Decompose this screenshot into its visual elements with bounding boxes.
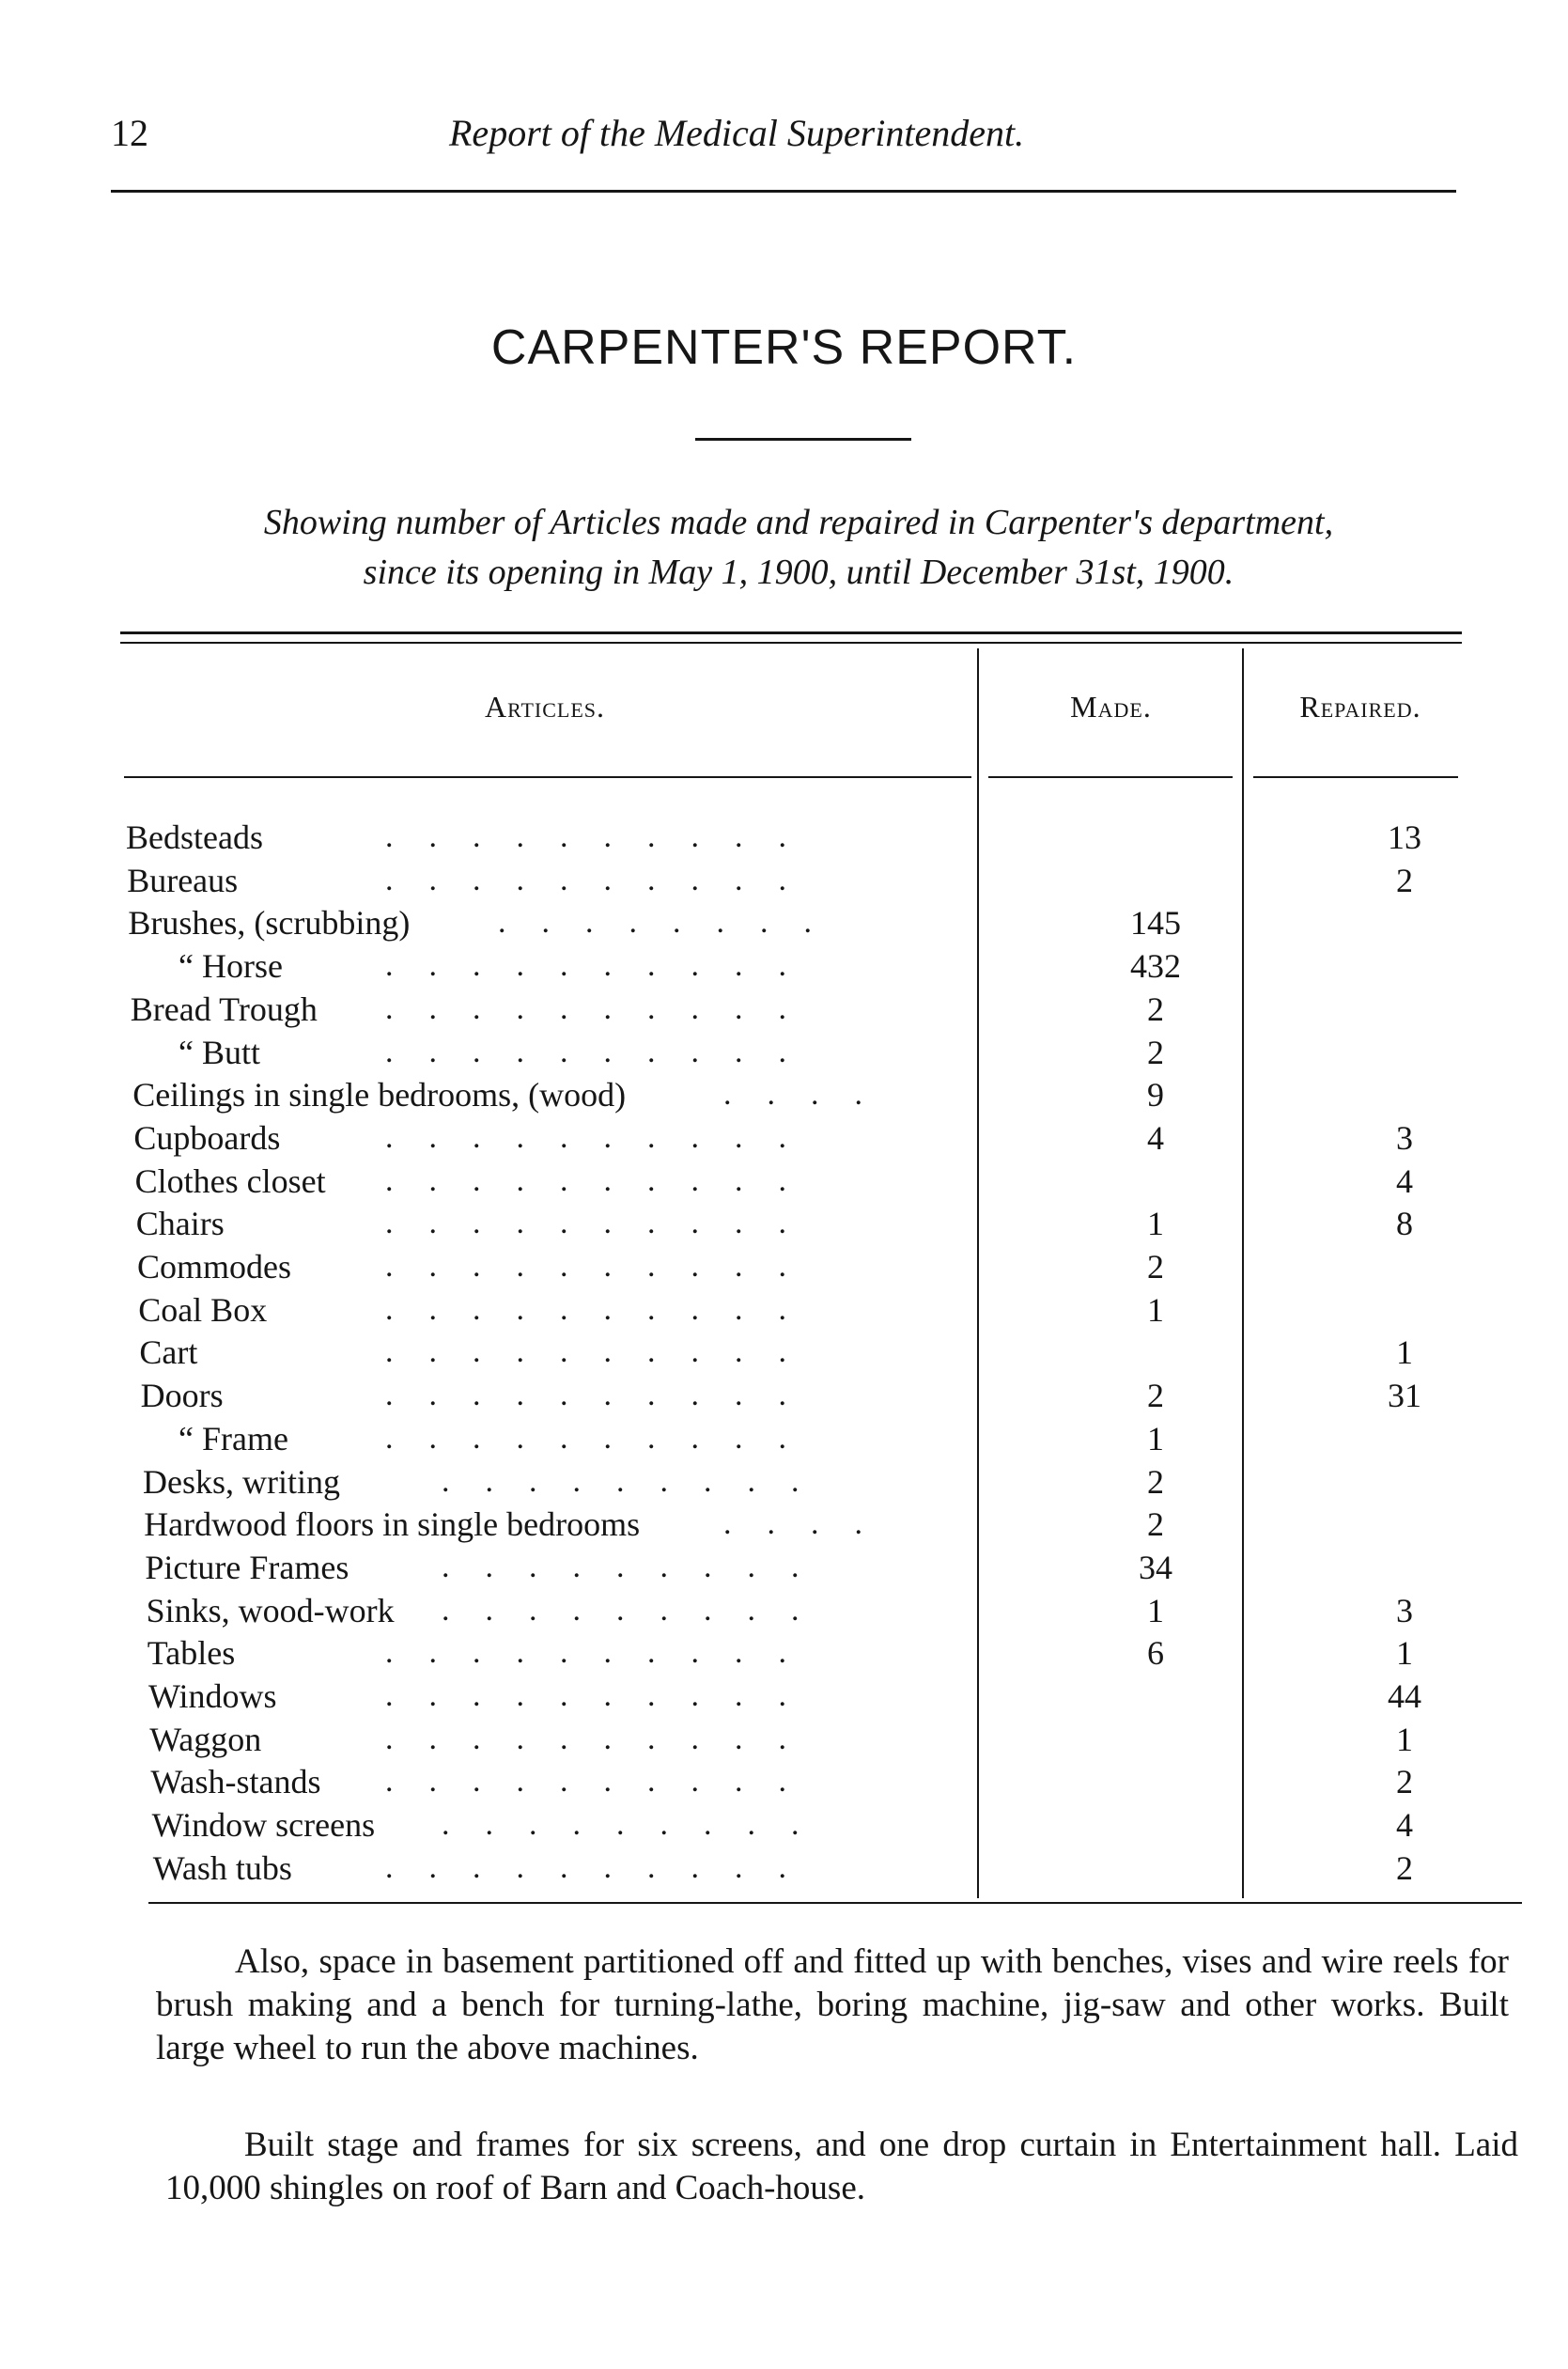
header-made: Made. [1070, 690, 1152, 724]
leader-dots: .......... [385, 1206, 822, 1241]
header-underline-articles [124, 776, 971, 778]
table-row [0, 1417, 1568, 1460]
running-header [0, 111, 1568, 167]
article-name: Wash-stands [150, 1763, 321, 1801]
table-row [0, 1803, 1568, 1847]
article-name: Tables [147, 1634, 236, 1673]
repaired-count: 8 [1396, 1205, 1413, 1243]
leader-dots: .......... [385, 948, 822, 984]
repaired-count: 2 [1396, 1848, 1413, 1887]
repaired-count: 1 [1396, 1720, 1413, 1758]
table-row [0, 1160, 1568, 1203]
made-count: 432 [1130, 947, 1181, 986]
table-row [0, 1288, 1568, 1332]
article-name: Brushes, (scrubbing) [128, 904, 411, 943]
table-row [0, 1116, 1568, 1160]
leader-dots: ........ [498, 905, 847, 941]
article-name: Wash tubs [152, 1848, 292, 1887]
table-top-rule-double [120, 642, 1462, 644]
article-name: “ Butt [179, 1033, 260, 1071]
table-row [0, 1245, 1568, 1288]
table-row [0, 1760, 1568, 1803]
subtitle-line-2: since its opening in May 1, 1900, until December 31st, 1900. [363, 553, 1234, 592]
header-articles: Articles. [484, 690, 605, 724]
leader-dots: .......... [385, 1034, 822, 1069]
article-name: Windows [148, 1677, 277, 1715]
leader-dots: .......... [385, 862, 822, 897]
made-count: 1 [1147, 1290, 1164, 1329]
report-title: CARPENTER'S REPORT. [490, 320, 1078, 375]
table-row [0, 1589, 1568, 1632]
made-count: 145 [1130, 904, 1181, 943]
made-count: 4 [1147, 1118, 1164, 1157]
made-count: 6 [1147, 1634, 1164, 1673]
leader-dots: .......... [385, 1678, 822, 1713]
table-row [0, 988, 1568, 1031]
title-rule [695, 438, 911, 441]
made-count: 2 [1147, 1248, 1164, 1286]
repaired-count: 4 [1396, 1806, 1413, 1845]
repaired-count: 31 [1388, 1377, 1421, 1415]
article-name: Clothes closet [134, 1161, 326, 1200]
article-name: Desks, writing [143, 1462, 340, 1501]
table-row [0, 1331, 1568, 1374]
article-name: “ Frame [179, 1419, 288, 1457]
article-name: Bureaus [127, 861, 239, 899]
leader-dots: .......... [385, 1849, 822, 1885]
leader-dots: .......... [385, 1635, 822, 1671]
leader-dots: ......... [442, 1807, 835, 1843]
paragraph-stage: Built stage and frames for six screens, and one drop curtain in Entertainment hall. Laid 10,000 shingles on roof of Barn and Coach-house. [165, 2126, 1518, 2207]
leader-dots: .......... [385, 1721, 822, 1756]
repaired-count: 2 [1396, 861, 1413, 899]
leader-dots: .......... [385, 1291, 822, 1327]
article-name: Doors [140, 1377, 224, 1415]
made-count: 2 [1147, 990, 1164, 1028]
repaired-count: 13 [1388, 818, 1421, 856]
table-row [0, 901, 1568, 944]
article-name: Coal Box [138, 1290, 268, 1329]
made-count: 1 [1147, 1419, 1164, 1457]
table-row [0, 816, 1568, 859]
article-name: Commodes [137, 1248, 292, 1286]
made-count: 2 [1147, 1033, 1164, 1071]
table-top-rule [120, 631, 1462, 634]
leader-dots: .......... [385, 1378, 822, 1413]
article-name: Bedsteads [126, 818, 263, 856]
table-row [0, 1503, 1568, 1546]
table-row [0, 1631, 1568, 1675]
running-title: Report of the Medical Superintendent. [449, 112, 1025, 154]
article-name: Chairs [135, 1205, 225, 1243]
article-name: Cupboards [133, 1118, 281, 1157]
repaired-count: 2 [1396, 1763, 1413, 1801]
leader-dots: .......... [385, 1119, 822, 1155]
repaired-count: 3 [1396, 1591, 1413, 1629]
header-repaired: Repaired. [1299, 690, 1421, 724]
made-count: 1 [1147, 1205, 1164, 1243]
header-underline-repaired [1253, 776, 1458, 778]
made-count: 34 [1139, 1548, 1172, 1586]
made-count: 2 [1147, 1377, 1164, 1415]
leader-dots: .......... [385, 1162, 822, 1198]
repaired-count: 3 [1396, 1118, 1413, 1157]
header-rule [111, 190, 1456, 193]
leader-dots: .......... [385, 1249, 822, 1284]
article-name: Picture Frames [145, 1548, 349, 1586]
table-row [0, 859, 1568, 902]
table-row [0, 1073, 1568, 1116]
table-row [0, 1460, 1568, 1504]
table-row [0, 1675, 1568, 1718]
made-count: 9 [1147, 1076, 1164, 1114]
article-name: Ceilings in single bedrooms, (wood) [132, 1076, 627, 1114]
repaired-count: 1 [1396, 1333, 1413, 1372]
leader-dots: ......... [442, 1549, 835, 1584]
article-name: Window screens [151, 1806, 376, 1845]
repaired-count: 44 [1388, 1677, 1421, 1715]
made-count: 2 [1147, 1505, 1164, 1544]
article-name: Cart [139, 1333, 198, 1372]
repaired-count: 4 [1396, 1161, 1413, 1200]
table-row [0, 1718, 1568, 1761]
leader-dots: ......... [442, 1463, 835, 1499]
article-name: Waggon [149, 1720, 262, 1758]
table-row [0, 1847, 1568, 1890]
made-count: 1 [1147, 1591, 1164, 1629]
leader-dots: .... [723, 1077, 898, 1113]
paragraph-basement: Also, space in basement partitioned off and fitted up with benches, vises and wire reels for brush making and a bench for turning-lathe, boring machine, jig-saw and other works. Built large wheel to run the above machines. [156, 1942, 1509, 2067]
leader-dots: .... [723, 1506, 898, 1542]
article-name: “ Horse [179, 947, 283, 986]
article-name: Hardwood floors in single bedrooms [144, 1505, 641, 1544]
leader-dots: .......... [385, 819, 822, 854]
leader-dots: .......... [385, 1334, 822, 1370]
page-number: 12 [111, 112, 148, 154]
article-name: Sinks, wood-work [146, 1591, 395, 1629]
article-name: Bread Trough [130, 990, 318, 1028]
leader-dots: .......... [385, 1420, 822, 1456]
table-row [0, 1031, 1568, 1074]
subtitle-line-1: Showing number of Articles made and repaired in Carpenter's department, [263, 503, 1334, 542]
report-subtitle [94, 498, 1503, 598]
leader-dots: .......... [385, 1764, 822, 1800]
leader-dots: .......... [385, 990, 822, 1026]
made-count: 2 [1147, 1462, 1164, 1501]
table-row [0, 1202, 1568, 1245]
leader-dots: ......... [442, 1592, 835, 1628]
table-bottom-rule [148, 1902, 1522, 1904]
header-underline-made [988, 776, 1233, 778]
repaired-count: 1 [1396, 1634, 1413, 1673]
table-row [0, 1374, 1568, 1417]
table-row [0, 944, 1568, 988]
table-row [0, 1546, 1568, 1589]
